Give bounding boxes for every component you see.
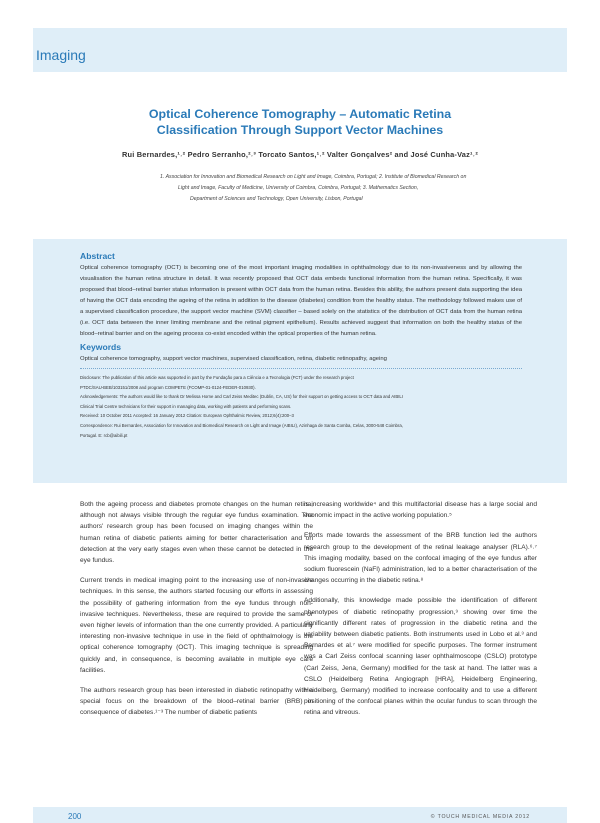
page-number: 200 — [68, 812, 82, 821]
meta-received: Received: 10 October 2011 Accepted: 16 January 2012 Citation: European Ophthalmic Review, 2012;6(4):200–3 — [80, 413, 294, 419]
body-paragraph: The authors research group has been interested in diabetic retinopathy with a special focus on the breakdown of the blood–retinal barrier (BRB) in consequence of diabetes.¹⁻³ The number of diabetic patients — [80, 687, 313, 717]
section-label: Imaging — [36, 47, 86, 63]
affiliation-line: Light and Image, Faculty of Medicine, University of Coimbra, Coimbra, Portugal; 3. Mathematics Section, — [178, 185, 419, 191]
keywords-text: Optical coherence tomography, support vector machines, supervised classification, retina, diabetic retinopathy, ageing — [80, 356, 387, 362]
article-title — [60, 106, 540, 138]
affiliation-line: 1. Association for Innovation and Biomedical Research on Light and Image, Coimbra, Portugal; 2. Institute of Biomedical Research on — [160, 174, 467, 180]
meta-acknowledgements-cont: Clinical Trial Centre technicians for their support in managing data, working with patients and performing scans. — [80, 403, 292, 409]
article-meta — [80, 373, 522, 440]
body-column-left — [80, 499, 313, 728]
meta-correspondence: Correspondence: Rui Bernardes, Association for Innovation and Biomedical Research on Light and Image (AIBILI), Azinhaga de Santa Comba, Celas, 3000-548 Coimbra, — [80, 422, 403, 428]
meta-email: Portugal. E: rcb@aibili.pt — [80, 432, 128, 438]
meta-disclosure: Disclosure: The publication of this article was supported in part by the Fundação para a Ciência e a Tecnologia (FCT) under the research project — [80, 375, 354, 380]
body-paragraph: Both the ageing process and diabetes promote changes on the human retina, although not always visible through the regular eye fundus examination. The authors' research group has been focused on imaging changes within the human retina of diabetic patients aiming for better characterisation and on detection at the very early stages even when these cannot be detected in the eye fundus. — [80, 501, 313, 565]
title-line-1: Optical Coherence Tomography – Automatic Retina — [148, 107, 452, 121]
author-list: Rui Bernardes,¹˒² Pedro Serranho,²˒³ Torcato Santos,¹˒² Valter Gonçalves² and José Cunha-Vaz¹˒² — [121, 150, 478, 159]
meta-divider — [80, 368, 522, 369]
affiliations — [160, 172, 467, 205]
keywords-heading: Keywords — [80, 342, 122, 352]
body-paragraph: Current trends in medical imaging point to the increasing use of non-invasive techniques. In this sense, the authors started focusing our efforts in assessing the possibility of gathering information from the eye fundus through non-invasive techniques. Nevertheless, these are required to provide the same or even higher levels of information than the one currently provided. A particularly interesting non-invasive technique in use in the field of ophthalmology is the optical coherence tomography (OCT). This imaging technique is spreading quickly and, in consequence, is becoming available in multiple eye care facilities. — [80, 577, 313, 674]
body-column-right — [304, 499, 537, 728]
meta-disclosure-cont: PTDC/SAU-BEB/103151/2008 and program COMPETE (FCOMP-01-0124-FEDER-010930). — [80, 384, 256, 390]
title-line-2: Classification Through Support Vector Machines — [156, 123, 444, 137]
publisher-copyright: © TOUCH MEDICAL MEDIA 2012 — [430, 814, 530, 820]
body-paragraph: is increasing worldwide⁴ and this multifactorial disease has a large social and economic impact in the active working population.⁵ — [304, 501, 537, 520]
abstract-heading: Abstract — [80, 251, 115, 261]
header-band — [33, 28, 567, 72]
body-paragraph: Efforts made towards the assessment of the BRB function led the authors research group to the development of the retinal leakage analyser (RLA).⁶˒⁷ This imaging modality, based on the confocal imaging of the eye fundus after sodium fluorescein (NaFl) administration, led to a better characterisation of the changes occurring in the diabetic retina.⁸ — [304, 532, 537, 585]
body-paragraph: Additionally, this knowledge made possible the identification of different phenotypes of diabetic retinopathy progression,⁹ showing over time the significantly different rates of progression in the diabetic retina and the variability between diabetic patients. Both instruments used in Lobo et al.³ and Bernardes et al.⁷ were modified for specific purposes. The former instrument was a Carl Zeiss confocal scanning laser ophthalmoscope (CSLO) prototype (Carl Zeiss, Jena, Germany) modified for the task at hand. The latter was a CSLO (Heidelberg Retina Angiograph [HRA], Heidelberg Engineering, Heidelberg, Germany) modified to increase confocality and to use a different positioning of the confocal planes within the ocular fundus to scan through the retina and vitreous. — [304, 597, 537, 717]
meta-acknowledgements: Acknowledgements: The authors would like to thank Dr Melissa Horne and Carl Zeiss Meditec (Dublin, CA, US) for their support on getting access to OCT data and AIBILI — [80, 394, 403, 400]
affiliation-line: Department of Sciences and Technology, Open University, Lisbon, Portugal — [190, 196, 363, 202]
abstract-text: Optical coherence tomography (OCT) is becoming one of the most important imaging modalities in ophthalmology due to its non-invasiveness and by allowing the visualisation the human retina structure in detail. It was recently proposed that OCT data embeds functional information from the human retina. Specifically, it was proposed that blood–retinal barrier status information is present within OCT data from the human retina. Besides this ability, the authors present data supporting the idea of having the OCT data encoding the ageing of the retina in addition to the disease (diabetes) condition from the healthy status. The methodology followed makes use of a supervised classification procedure, the support vector machine (SVM) classifier – based solely on the statistics of the distribution of OCT data from the human retina (i.e. OCT data between the inner limiting membrane and the retinal pigment epithelium). Results achieved suggest that information on both the healthy status of the blood–retinal barrier and on the ageing process co-exist encoded within the optical properties of the human retina. — [80, 265, 522, 337]
